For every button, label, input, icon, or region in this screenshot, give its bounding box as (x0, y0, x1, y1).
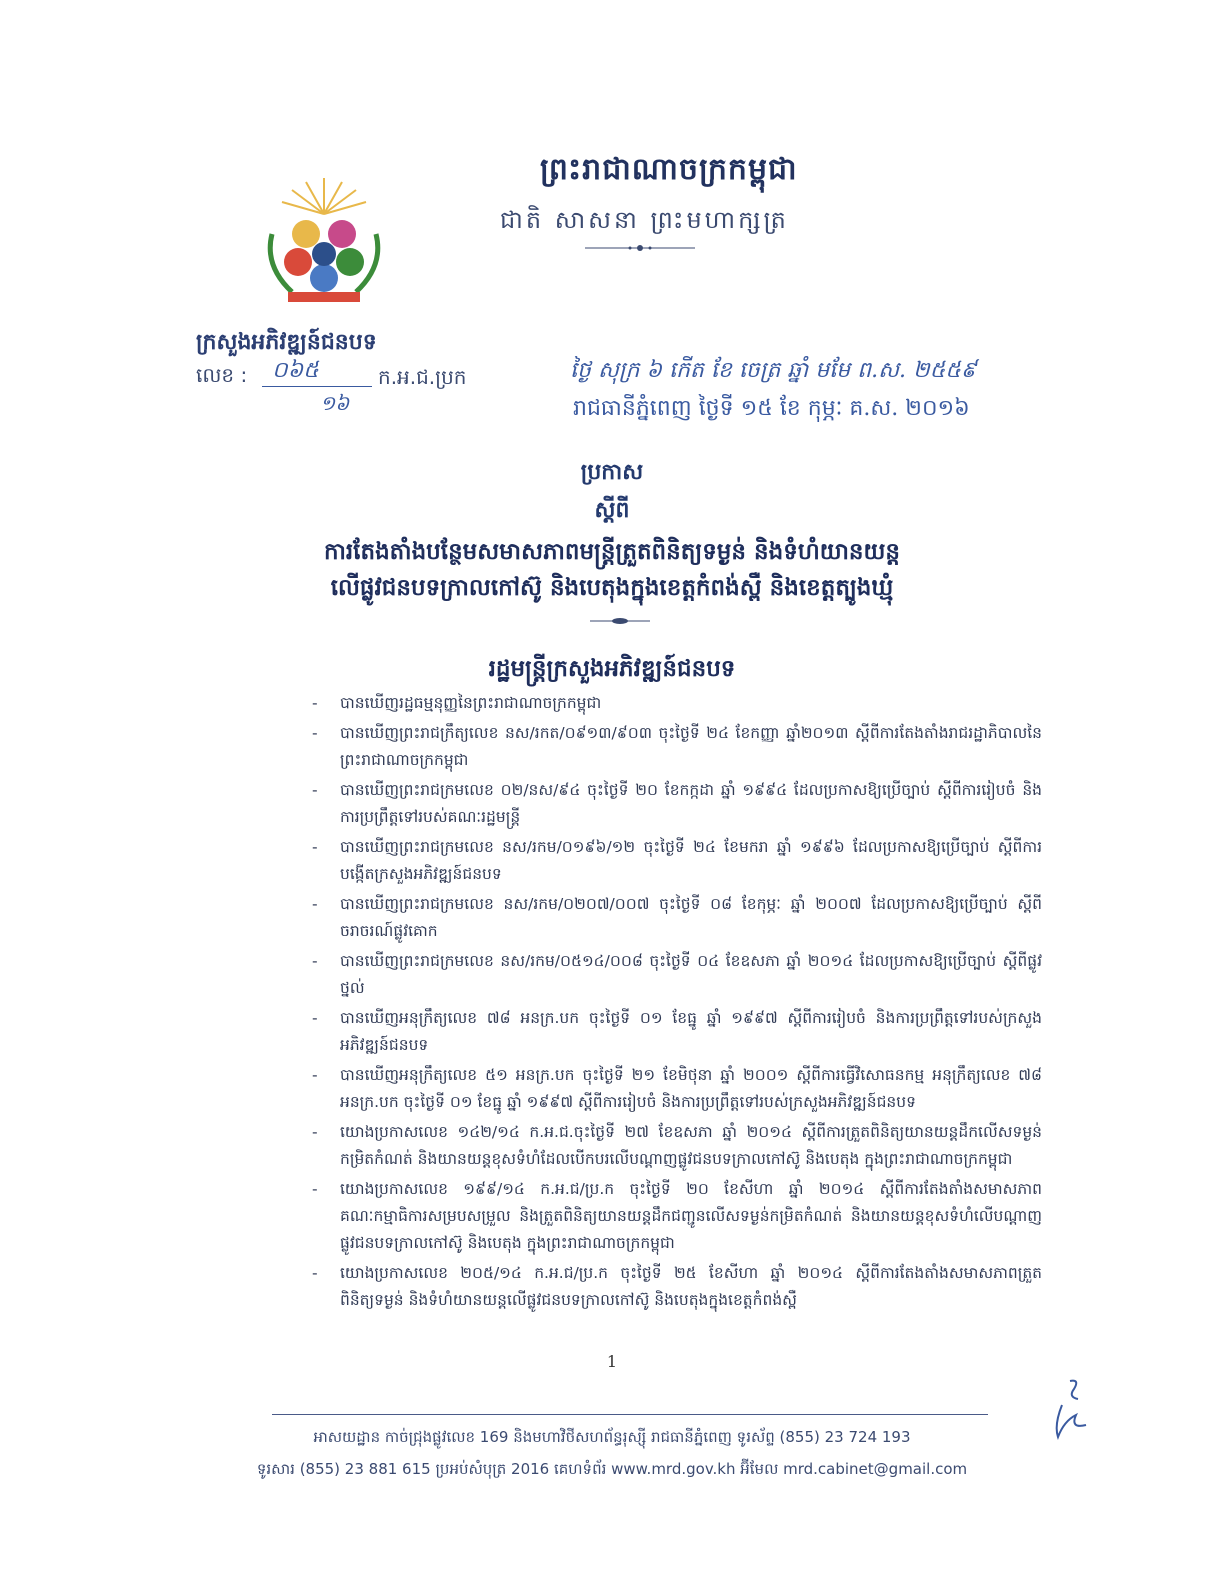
reference-item: - បានឃើញអនុក្រឹត្យលេខ ៧៨ អនក្រ.បក ចុះថ្ងៃទី ០១ ខែធ្នូ ឆ្នាំ ១៩៩៧ ស្តីពីការរៀបចំ និងការប្រព្រឹត្តទៅរបស់ក្រសួងអភិវឌ្ឍន៍ជនបទ (312, 1005, 1042, 1059)
reference-item: - បានឃើញព្រះរាជក្រមលេខ ០២/នស/៩៤ ចុះថ្ងៃទី ២០ ខែកក្កដា ឆ្នាំ ១៩៩៤ ដែលប្រកាសឱ្យប្រើច្បាប់ ស្តីពីការរៀបចំ និងការប្រព្រឹត្តទៅរបស់គណៈរដ្ឋមន្ត្រី (312, 777, 1042, 831)
ministry-name: ក្រសួងអភិវឌ្ឍន៍ជនបទ (196, 330, 377, 355)
reference-item: - យោងប្រកាសលេខ ១៤២/១៤ ក.អ.ជ.ចុះថ្ងៃទី ២៧ ខែឧសភា ឆ្នាំ ២០១៤ ស្តីពីការត្រួតពិនិត្យយានយន្តដឹកលើសទម្ងន់កម្រិតកំណត់ និងយានយន្តខុសទំហំដែលបើកបរលើបណ្តាញផ្លូវជនបទក្រាលកៅស៊ូ និងបេតុង ក្នុងព្រះរាជាណាចក្រកម្ពុជា (312, 1119, 1042, 1173)
footer-address: អាសយដ្ឋាន កាច់ជ្រុងផ្លូវលេខ 169 និងមហាវិថីសហព័ន្ធរុស្ស៊ី រាជធានីភ្នំពេញ ទូរស័ព្ទ (855) 23 724 193 (313, 1428, 911, 1446)
national-motto: ជាតិ សាសនា ព្រះមហាក្សត្រ (500, 206, 789, 234)
reference-item: - បានឃើញព្រះរាជក្រមលេខ នស/រកម/០១៩៦/១២ ចុះថ្ងៃទី ២៤ ខែមករា ឆ្នាំ ១៩៩៦ ដែលប្រកាសឱ្យប្រើច្បាប់ ស្តីពីការបង្កើតក្រសួងអភិវឌ្ឍន៍ជនបទ (312, 834, 1042, 888)
reference-label: លេខ : (196, 363, 248, 387)
ministry-logo-icon (258, 174, 390, 306)
subject-line-2: លើផ្លូវជនបទក្រាលកៅស៊ូ និងបេតុងក្នុងខេត្តកំពង់ស្ពឺ និងខេត្តត្បូងឃ្មុំ (330, 574, 894, 601)
reference-item: - បានឃើញព្រះរាជក្រមលេខ នស/រកម/០៥១៤/០០៨ ចុះថ្ងៃទី ០៤ ខែឧសភា ឆ្នាំ ២០១៤ ដែលប្រកាសឱ្យប្រើច្បាប់ ស្តីពីផ្លូវថ្នល់ (312, 948, 1042, 1002)
solar-date: រាជធានីភ្នំពេញ ថ្ងៃទី ១៥ ខែ កុម្ភៈ គ.ស. ២០១៦ (573, 396, 970, 421)
reference-item: - បានឃើញអនុក្រឹត្យលេខ ៥១ អនក្រ.បក ចុះថ្ងៃទី ២១ ខែមិថុនា ឆ្នាំ ២០០១ ស្តីពីការធ្វើវិសោធនកម្ម អនុក្រឹត្យលេខ ៧៨ អនក្រ.បក ចុះថ្ងៃទី ០១ ខែធ្នូ ឆ្នាំ ១៩៩៧ ស្តីពីការរៀបចំ និងការប្រព្រឹត្តទៅរបស់ក្រសួងអភិវឌ្ឍន៍ជនបទ (312, 1062, 1042, 1116)
ornament-divider-icon (585, 244, 695, 252)
document-type: ប្រកាស (580, 459, 644, 485)
reference-department: ក.អ.ជ.ប្រក (378, 365, 467, 389)
references-list (312, 690, 1042, 1317)
issuer-title: រដ្ឋមន្ត្រីក្រសួងអភិវឌ្ឍន៍ជនបទ (488, 655, 736, 682)
reference-item: - បានឃើញព្រះរាជក្រឹត្យលេខ នស/រកត/០៩១៣/៩០៣ ចុះថ្ងៃទី ២៤ ខែកញ្ញា ឆ្នាំ២០១៣ ស្តីពីការតែងតាំងរាជរដ្ឋាភិបាលនៃព្រះរាជាណាចក្រកម្ពុជា (312, 720, 1042, 774)
reference-number: ០៦៥ (272, 358, 319, 383)
reference-item: - យោងប្រកាសលេខ ២០៥/១៤ ក.អ.ជ/ប្រ.ក ចុះថ្ងៃទី ២៥ ខែសីហា ឆ្នាំ ២០១៤ ស្តីពីការតែងតាំងសមាសភាពត្រួតពិនិត្យទម្ងន់ និងទំហំយានយន្តលើផ្លូវជនបទក្រាលកៅស៊ូ និងបេតុងក្នុងខេត្តកំពង់ស្ពឺ (312, 1260, 1042, 1314)
reference-item: - យោងប្រកាសលេខ ១៩៩/១៤ ក.អ.ជ/ប្រ.ក ចុះថ្ងៃទី ២០ ខែសីហា ឆ្នាំ ២០១៤ ស្តីពីការតែងតាំងសមាសភាពគណៈកម្មាធិការសម្របសម្រួល និងត្រួតពិនិត្យយានយន្តដឹកជញ្ជូនលើសទម្ងន់កម្រិតកំណត់ និងយានយន្តខុសទំហំលើបណ្តាញផ្លូវជនបទក្រាលកៅស៊ូ និងបេតុង ក្នុងព្រះរាជាណាចក្រកម្ពុជា (312, 1176, 1042, 1257)
footer-divider (272, 1414, 988, 1415)
kingdom-title: ព្រះរាជាណាចក្រកម្ពុជា (540, 152, 798, 187)
ornament-divider-icon (590, 617, 650, 625)
reference-year: ១៦ (320, 391, 350, 415)
footer-contact: ទូរសារ (855) 23 881 615 ប្រអប់សំបុត្រ 2016 គេហទំព័រ www.mrd.gov.kh អ៊ីមែល mrd.cabinet@gmail.com (256, 1460, 968, 1478)
page-number: 1 (606, 1352, 618, 1371)
reference-underline (262, 386, 372, 387)
document-about: ស្តីពី (594, 497, 630, 523)
reference-item: - បានឃើញរដ្ឋធម្មនុញ្ញនៃព្រះរាជាណាចក្រកម្ពុជា (312, 690, 1042, 717)
subject-line-1: ការតែងតាំងបន្ថែមសមាសភាពមន្ត្រីត្រួតពិនិត្យទម្ងន់ និងទំហំយានយន្ត (323, 538, 901, 565)
reference-item: - បានឃើញព្រះរាជក្រមលេខ នស/រកម/០២០៧/០០៧ ចុះថ្ងៃទី ០៨ ខែកុម្ភៈ ឆ្នាំ ២០០៧ ដែលប្រកាសឱ្យប្រើច្បាប់ ស្តីពីចរាចរណ៍ផ្លូវគោក (312, 891, 1042, 945)
lunar-date: ថ្ងៃ សុក្រ ៦ កើត ខែ ចេត្រ ឆ្នាំ មមែ ព.ស. ២៥៥៩ (570, 358, 977, 383)
